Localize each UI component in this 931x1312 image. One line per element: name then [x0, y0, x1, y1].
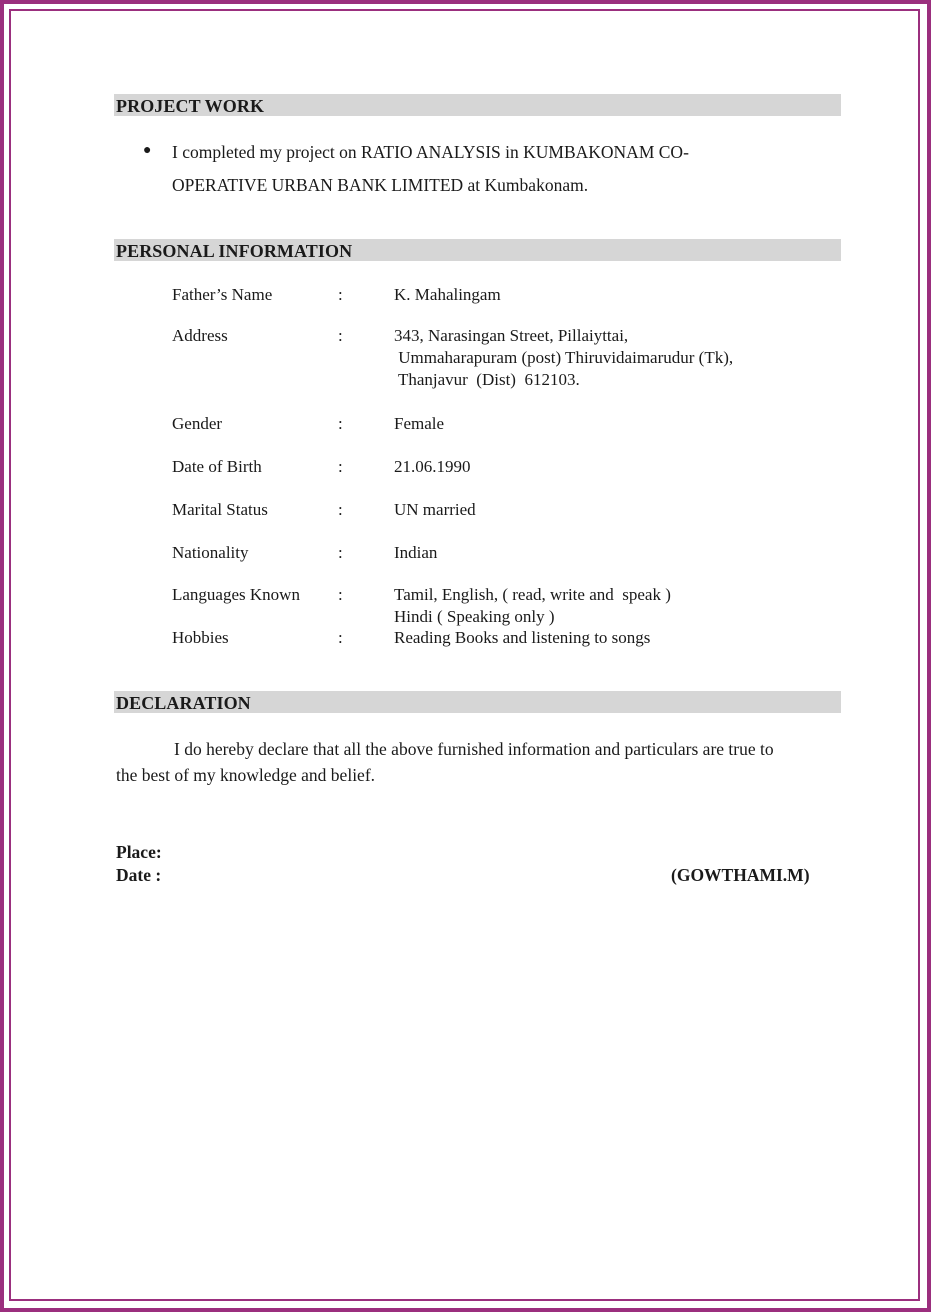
field-value-line-3: Thanjavur (Dist) 612103. — [394, 370, 580, 389]
section-header-project-work — [114, 94, 841, 116]
field-separator: : — [338, 457, 343, 476]
field-label: Languages Known — [172, 585, 300, 604]
field-label: Marital Status — [172, 500, 268, 519]
section-title: PERSONAL INFORMATION — [116, 241, 353, 261]
field-value-line-1: Tamil, English, ( read, write and speak ) — [394, 585, 671, 604]
declaration-text-line-1: I do hereby declare that all the above furnished information and particulars are true to — [174, 739, 774, 759]
field-separator: : — [338, 585, 343, 604]
date-label: Date : — [116, 865, 162, 885]
field-value-line-2: Ummaharapuram (post) Thiruvidaimarudur (Tk), — [394, 348, 734, 367]
field-value: Female — [394, 414, 445, 433]
field-label: Date of Birth — [172, 457, 262, 476]
place-label: Place: — [116, 842, 162, 862]
signature-name: (GOWTHAMI.M) — [671, 865, 810, 885]
field-separator: : — [338, 628, 343, 647]
field-separator: : — [338, 414, 343, 433]
project-text-line-1: I completed my project on RATIO ANALYSIS in KUMBAKONAM CO- — [172, 142, 689, 162]
field-value: 21.06.1990 — [394, 457, 471, 476]
declaration-text-line-2: the best of my knowledge and belief. — [116, 765, 376, 785]
field-label: Nationality — [172, 543, 249, 562]
field-separator: : — [338, 500, 343, 519]
field-label: Father’s Name — [172, 285, 273, 304]
field-label: Hobbies — [172, 628, 229, 647]
section-title: DECLARATION — [116, 693, 251, 713]
section-title: PROJECT WORK — [116, 96, 265, 116]
field-separator: : — [338, 326, 343, 345]
project-text-line-2: OPERATIVE URBAN BANK LIMITED at Kumbakonam. — [172, 175, 589, 195]
field-value: Indian — [394, 543, 438, 562]
section-header-declaration — [114, 691, 841, 713]
field-separator: : — [338, 285, 343, 304]
bullet-icon: ● — [143, 143, 152, 158]
field-value: Reading Books and listening to songs — [394, 628, 651, 647]
field-label: Gender — [172, 414, 223, 433]
field-separator: : — [338, 543, 343, 562]
field-value-line-1: 343, Narasingan Street, Pillaiyttai, — [394, 326, 629, 345]
field-value: K. Mahalingam — [394, 285, 501, 304]
field-value-line-2: Hindi ( Speaking only ) — [394, 607, 555, 626]
field-label: Address — [172, 326, 228, 345]
section-header-personal-information — [114, 239, 841, 261]
field-value: UN married — [394, 500, 476, 519]
